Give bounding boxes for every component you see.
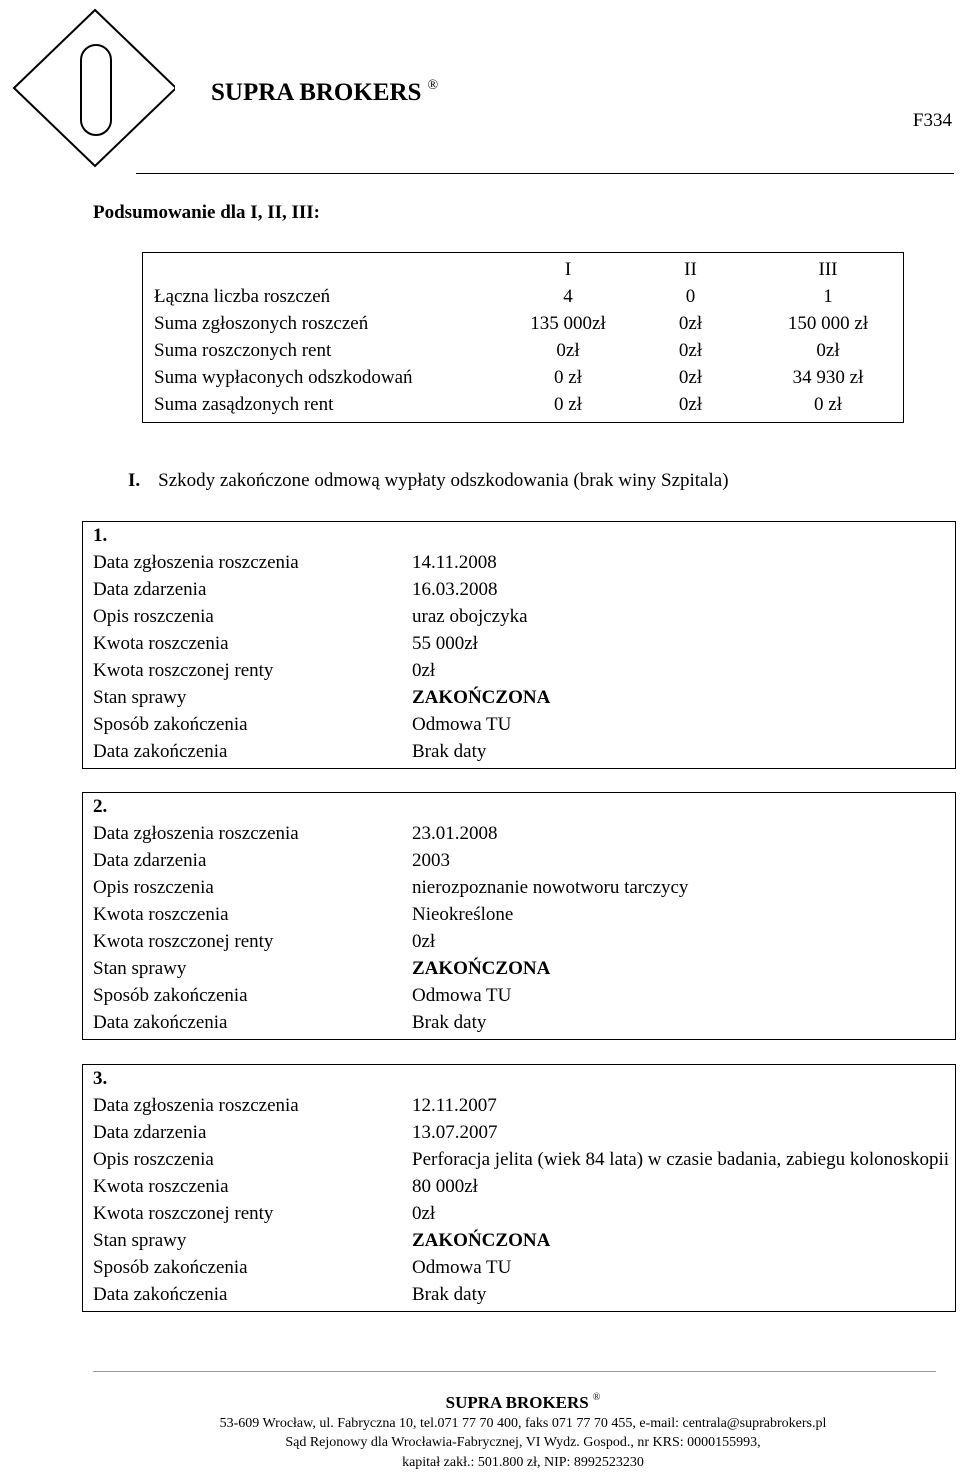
field-value: 14.11.2008 [412,552,497,573]
summary-table [142,252,904,423]
cell-value: 0 [685,286,696,307]
field-value: Odmowa TU [412,985,512,1006]
summary-row [143,283,904,310]
row-label: Suma zasądzonych rent [154,394,334,415]
status-value: ZAKOŃCZONA [412,687,551,708]
field-value: Odmowa TU [412,714,512,735]
cell-value: 34 930 zł [792,367,864,388]
field-value: Odmowa TU [412,1257,512,1278]
field-label: Opis roszczenia [93,877,214,898]
field-value: 0zł [412,1203,436,1224]
field-value: 12.11.2007 [412,1095,497,1116]
section-number: I. [128,470,141,491]
cell-value: 0 zł [554,394,582,415]
field-label: Kwota roszczonej renty [93,1203,274,1224]
section-heading [128,470,729,492]
brand-name: SUPRA BROKERS ® [211,78,439,106]
field-label: Kwota roszczenia [93,633,229,654]
cell-value: 1 [823,286,833,307]
field-label: Kwota roszczonej renty [93,660,274,681]
field-value: 13.07.2007 [412,1122,498,1143]
field-value: Brak daty [412,1012,487,1033]
summary-row [143,310,904,337]
field-label: Data zgłoszenia roszczenia [93,823,299,844]
field-value: Perforacja jelita (wiek 84 lata) w czasie badania, zabiegu kolonoskopii [412,1149,950,1170]
field-label: Data zdarzenia [93,579,207,600]
summary-title: Podsumowanie dla I, II, III: [93,202,320,223]
field-label: Kwota roszczenia [93,904,229,925]
field-label: Opis roszczenia [93,1149,214,1170]
field-label: Opis roszczenia [93,606,214,627]
row-label: Suma wypłaconych odszkodowań [154,367,413,388]
field-label: Data zdarzenia [93,850,207,871]
form-code: F334 [912,110,952,131]
status-value: ZAKOŃCZONA [412,958,551,979]
registered-mark: ® [427,78,439,93]
claim-number: 3. [93,1068,108,1089]
column-header: II [684,259,697,280]
field-value: 16.03.2008 [412,579,498,600]
cell-value: 135 000zł [530,313,606,334]
field-label: Sposób zakończenia [93,714,248,735]
footer-capital-info: kapitał zakł.: 501.800 zł, NIP: 8992523230 [402,1455,644,1470]
cell-value: 0zł [556,340,580,361]
field-label: Stan sprawy [93,958,187,979]
field-value: Nieokreślone [412,904,514,925]
field-label: Data zakończenia [93,741,228,762]
cell-value: 0zł [678,394,703,415]
cell-value: 0zł [816,340,840,361]
footer-address: 53-609 Wrocław, ul. Fabryczna 10, tel.071 77 70 400, faks 071 77 70 455, e-mail: centrala@suprabrokers.pl [219,1416,827,1431]
summary-row [143,337,904,364]
field-label: Kwota roszczenia [93,1176,229,1197]
field-label: Data zakończenia [93,1284,228,1305]
claim-number: 2. [93,796,108,817]
row-label: Suma roszczonych rent [154,340,332,361]
field-value: 0zł [412,660,436,681]
field-value: 80 000zł [412,1176,478,1197]
field-value: 55 000zł [412,633,478,654]
summary-row [143,391,904,423]
footer-brand: SUPRA BROKERS ® [445,1392,601,1412]
header-divider [136,173,954,174]
field-label: Sposób zakończenia [93,1257,248,1278]
claim-number: 1. [93,525,108,546]
footer-registered-mark: ® [592,1392,601,1403]
claim-card [82,792,956,1040]
cell-value: 0zł [678,313,703,334]
field-label: Data zgłoszenia roszczenia [93,1095,299,1116]
field-label: Data zgłoszenia roszczenia [93,552,299,573]
field-value: uraz obojczyka [412,606,528,627]
cell-value: 0zł [678,367,703,388]
status-value: ZAKOŃCZONA [412,1230,551,1251]
field-value: 23.01.2008 [412,823,498,844]
field-value: Brak daty [412,1284,487,1305]
field-value: 2003 [412,850,450,871]
summary-row [143,364,904,391]
claim-card [82,1064,956,1312]
field-label: Sposób zakończenia [93,985,248,1006]
summary-header-row [143,253,904,284]
column-header: I [564,259,572,280]
section-title: Szkody zakończone odmową wypłaty odszkodowania (brak winy Szpitala) [158,470,729,491]
row-label: Suma zgłoszonych roszczeń [154,313,369,334]
company-logo-icon [0,0,175,170]
cell-value: 0zł [678,340,703,361]
field-label: Data zakończenia [93,1012,228,1033]
cell-value: 4 [563,286,573,307]
column-header: III [818,259,838,280]
row-label: Łączna liczba roszczeń [154,286,331,307]
claim-card [82,521,956,769]
field-label: Kwota roszczonej renty [93,931,274,952]
cell-value: 0 zł [554,367,582,388]
cell-value: 0 zł [814,394,842,415]
footer-divider [93,1371,936,1372]
field-label: Data zdarzenia [93,1122,207,1143]
field-value: Brak daty [412,741,487,762]
field-label: Stan sprawy [93,687,187,708]
cell-value: 150 000 zł [787,313,869,334]
field-value: 0zł [412,931,436,952]
field-label: Stan sprawy [93,1230,187,1251]
footer-court-info: Sąd Rejonowy dla Wrocławia-Fabrycznej, VI Wydz. Gospod., nr KRS: 0000155993, [285,1435,761,1450]
field-value: nierozpoznanie nowotworu tarczycy [412,877,689,898]
